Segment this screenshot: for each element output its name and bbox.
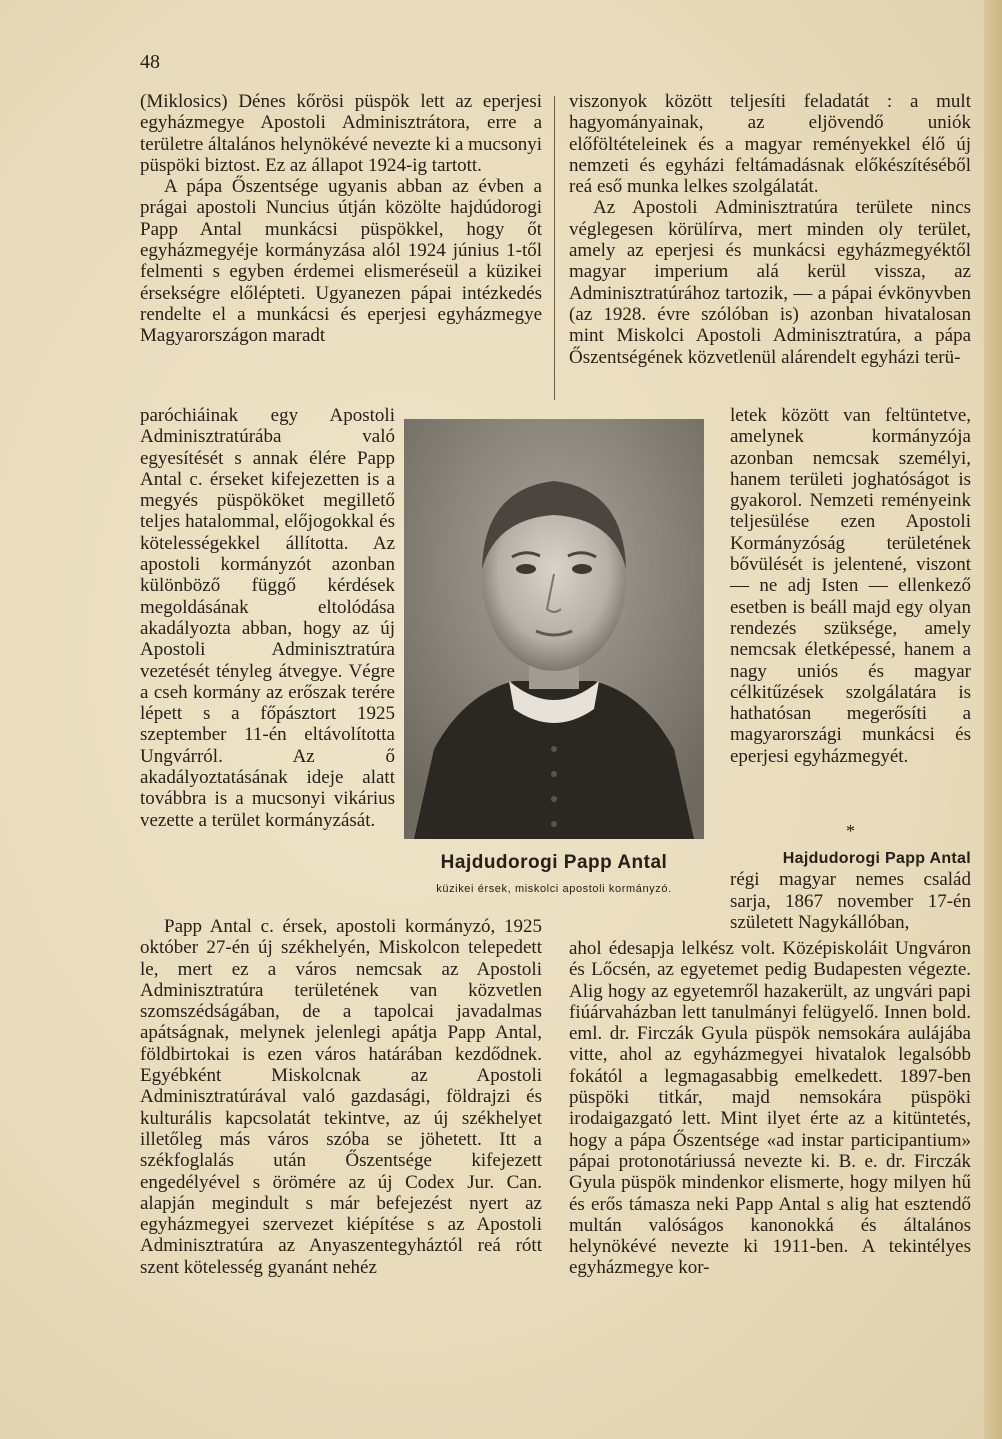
figure-caption-name: Hajdudorogi Papp Antal [440, 852, 668, 873]
paragraph: (Miklosics) Dénes kőrösi püspök lett az eperjesi egyházmegye Apostoli Adminisztrátora, erre a területre általános helynökévé nevezte ki a mucsonyi püspöki biztost. Ez az állapot 1924-ig tartott. [140, 91, 543, 176]
paragraph: paróchiáinak egy Apostoli Adminisztratúrába való egyesítését s annak élére Papp Antal c. érseket kifejezetten is a megyés püspököket megillető teljes hatalommal, előjogokkal és kötelességekkel állította. Az apostoli kormányzót azonban különböző függő kérdések megoldásának eltolódása akadályozta abban, hogy az új Apostoli Adminisztratúra vezetését tényleg átvegye. Végre a cseh kormány az erőszak terére lépett s a főpásztort 1925 szeptember 11-én eltávolította Ungvárról. Az ő akadályoztatásának ideje alatt továbbra is a mucsonyi vikárius vezette a terület kormányzását. [140, 405, 395, 831]
paragraph: Az Apostoli Adminisztratúra területe nincs véglegesen körülírva, mert minden oly terület, amely az eperjesi és munkácsi egyházmegyéktől magyar imperium alá kerül vissza, az Adminisztratúrához tartozik, — a pápai évkönyvben (az 1928. évre szólóban is) azonban hivatalosan mint Miskolci Apostoli Adminisztratúra, a pápa Őszentségének közvetlenül alárendelt egyházi terü- [569, 197, 971, 368]
portrait-illustration [404, 419, 704, 839]
paragraph: ahol édesapja lelkész volt. Középiskoláit Ungváron és Lőcsén, az egyetemet pedig Budapesten végezte. Alig hogy az egyetemről hazakerült, az ungvári papi fiúárvaházban lett tanulmányi felügyelő. Innen bold. eml. dr. Firczák Gyula püspök nemsokára aulájába vitte, ahol az egyházmegyei hivatalok legalsóbb fokától a legmagasabbig emelkedett. 1897-ben püspöki titkár, majd nemsokára püspöki irodaigazgató lett. Mint ilyet érte az a kitüntetés, hogy a pápa Őszentsége «ad instar participantium» pápai protonotáriussá nevezte ki. B. e. dr. Firczák Gyula püspök mindenkor elismerte, hogy milyen hű és erős támasza neki Papp Antal s alig hat esztendő multán valóságos kanonokká és általános helynökévé nevezte ki 1911-ben. A tekintélyes egyházmegye kor- [569, 938, 971, 1279]
column-divider [554, 96, 555, 400]
paragraph: régi magyar nemes család sarja, 1867 november 17-én született Nagykállóban, [730, 869, 971, 933]
paragraph: A pápa Őszentsége ugyanis abban az évben a prágai apostoli Nuncius útján közölte hajdúdorogi Papp Antal munkácsi püspökkel, hogy őt egyházmegyéje kormányzása alól 1924 június 1-től felmenti s egyben érdemei elismeréseül a küzikei érsekségre előlépteti. Ugyanezen pápai intézkedés rendelte el a munkácsi és eperjesi egyházmegye Magyarországon maradt [140, 176, 542, 347]
paragraph: letek között van feltüntetve, amelynek kormányzója azonban nemcsak személyi, hanem területi joghatóságot is gyakorol. Nemzeti reményeink teljesülése ezen Apostoli Kormányzóság területének bővülését is jelentené, viszont — ne adj Isten — ellenkező esetben is beáll majd egy olyan rendezés szüksége, amely nemcsak életképessé, hanem a nagy uniós és magyar célkitűzések szolgálatára is hathatósan megerősíti a magyarországi munkácsi és eperjesi egyházmegyét. [730, 405, 971, 767]
left-column-bottom [140, 916, 542, 1278]
left-column-narrow [140, 405, 395, 831]
right-column-bottom [569, 938, 971, 1279]
bio-name: Hajdudorogi Papp Antal [782, 850, 971, 867]
page-edge [984, 0, 1002, 1439]
paragraph: Papp Antal c. érsek, apostoli kormányzó, 1925 október 27-én új székhelyén, Miskolcon telepedett le, mert ez a város nemcsak az Apostoli Adminisztratúra területének van közvetlen szomszédságában, de a tapolcai javadalmas apátságnak, melynek jelenlegi apátja Papp Antal, földbirtokai is ezen város határában kezdődnek. Egyébként Miskolcnak az Apostoli Adminisztratúrával való gazdasági, földrajzi és kulturális kapcsolatát tekintve, az új székhelyet illetőleg más város szóba se jöhetett. Itt a székfoglalás után Őszentsége kifejezett engedélyével s örömére az új Codex Jur. Can. alapján megindult s már befejezést nyert az egyházmegyei szervezet kiépítése s az Apostoli Adminisztratúra az Anyaszentegyháztól reá rótt szent kötelesség gyanánt nehéz [140, 916, 542, 1278]
right-column-top [569, 91, 971, 368]
paragraph: viszonyok között teljesíti feladatát : a mult hagyományainak, az eljövendő uniók előföltételeinek és a magyar reményekkel élő új nemzeti és egyházi feltámadásnak előkészítéséből reá eső munka lelkes szolgálatát. [569, 91, 971, 198]
section-separator: * [846, 821, 855, 841]
portrait-photo [404, 419, 704, 839]
bio-intro [730, 847, 971, 933]
page-number: 48 [140, 51, 160, 73]
left-column-top [140, 91, 542, 347]
figure-caption-subtitle: küzikei érsek, miskolci apostoli kormányzó. [436, 883, 672, 895]
right-column-narrow [730, 405, 971, 767]
